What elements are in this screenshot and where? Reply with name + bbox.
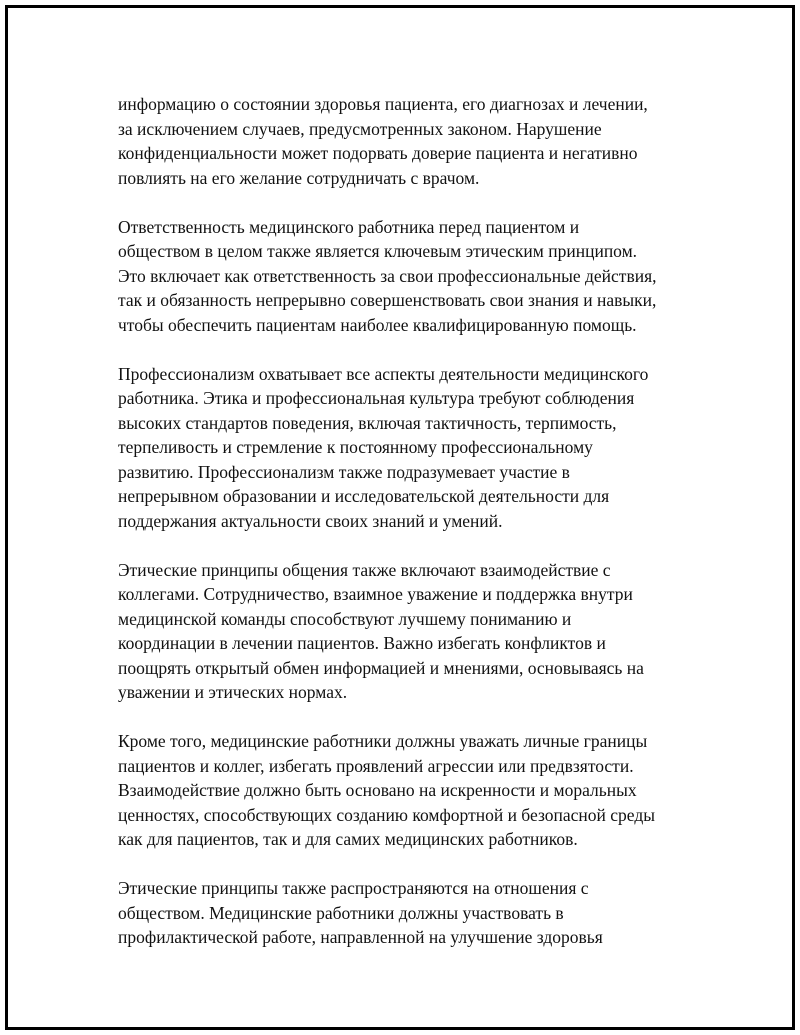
document-body <box>118 92 708 974</box>
text-line: коллегами. Сотрудничество, взаимное уважение и поддержка внутри <box>118 584 633 604</box>
text-line: как для пациентов, так и для самих медицинских работников. <box>118 829 578 849</box>
text-line: терпеливость и стремление к постоянному профессиональному <box>118 437 593 457</box>
text-line: уважении и этических нормах. <box>118 682 348 702</box>
text-line: Кроме того, медицинские работники должны уважать личные границы <box>118 731 648 751</box>
text-line: ценностях, способствующих созданию комфортной и безопасной среды <box>118 804 655 825</box>
text-line: непрерывном образовании и исследовательской деятельности для <box>118 486 610 506</box>
text-line: высоких стандартов поведения, включая тактичность, терпимость, <box>118 412 617 433</box>
paragraph-confidentiality <box>118 92 708 190</box>
text-line: медицинской команды способствуют лучшему пониманию и <box>118 608 572 629</box>
text-line: профилактической работе, направленной на улучшение здоровья <box>118 927 603 947</box>
text-line: поощрять открытый обмен информацией и мнениями, основываясь на <box>118 657 644 678</box>
paragraph-society <box>118 876 708 950</box>
text-line: Профессионализм охватывает все аспекты деятельности медицинского <box>118 363 649 384</box>
text-line: поддержания актуальности своих знаний и умений. <box>118 510 503 531</box>
text-line: Это включает как ответственность за свои профессиональные действия, <box>118 265 657 286</box>
text-line: Этические принципы общения также включают взаимодействие с <box>118 559 611 580</box>
text-line: развитию. Профессионализм также подразумевает участие в <box>118 461 570 482</box>
text-line: Взаимодействие должно быть основано на искренности и моральных <box>118 780 637 800</box>
text-line: так и обязанность непрерывно совершенствовать свои знания и навыки, <box>118 290 657 310</box>
text-line: пациентов и коллег, избегать проявлений агрессии или предвзятости. <box>118 755 634 776</box>
text-line: обществом в целом также является ключевым этическим принципом. <box>118 241 638 261</box>
text-line: чтобы обеспечить пациентам наиболее квалифицированную помощь. <box>118 314 637 335</box>
paragraph-professionalism <box>118 362 708 534</box>
text-line: за исключением случаев, предусмотренных законом. Нарушение <box>118 118 602 139</box>
paragraph-colleagues <box>118 558 708 705</box>
paragraph-responsibility <box>118 215 708 338</box>
paragraph-boundaries <box>118 729 708 852</box>
text-line: работника. Этика и профессиональная культура требуют соблюдения <box>118 388 635 408</box>
text-line: Этические принципы также распространяются на отношения с <box>118 878 589 898</box>
text-line: обществом. Медицинские работники должны участвовать в <box>118 902 564 923</box>
text-line: Ответственность медицинского работника перед пациентом и <box>118 216 580 237</box>
text-line: информацию о состоянии здоровья пациента, его диагнозах и лечении, <box>118 94 648 114</box>
text-line: координации в лечении пациентов. Важно избегать конфликтов и <box>118 633 606 653</box>
text-line: повлиять на его желание сотрудничать с врачом. <box>118 167 480 188</box>
text-line: конфиденциальности может подорвать доверие пациента и негативно <box>118 143 638 163</box>
